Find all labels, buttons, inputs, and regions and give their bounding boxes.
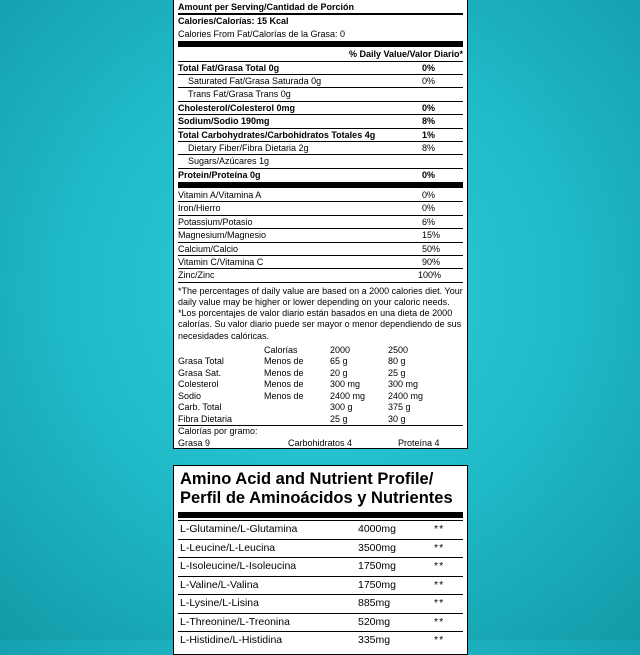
table-row	[178, 379, 463, 391]
nutrient-row-protein	[178, 169, 463, 181]
table-cell: Calorías	[264, 344, 298, 355]
amino-amount: 520mg	[358, 615, 391, 628]
table-cell: 65 g	[330, 356, 348, 367]
vitamin-row	[178, 202, 463, 215]
amino-title-spanish: Perfil de Aminoácidos y Nutrientes	[180, 489, 453, 507]
amino-row	[178, 631, 463, 650]
nutrient-row-sodium	[178, 115, 463, 128]
vitamin-label: Vitamin A/Vitamina A	[178, 190, 262, 201]
vitamin-label: Potassium/Potasio	[178, 216, 253, 227]
amino-name: L-Threonine/L-Treonina	[180, 615, 290, 628]
table-cell: 300 mg	[388, 379, 419, 390]
table-row	[178, 391, 463, 403]
nutrient-row-saturated-fat	[178, 75, 463, 88]
nutrient-pct: 0%	[422, 169, 436, 180]
vitamin-row	[178, 269, 463, 282]
table-cell: 2400 mg	[388, 390, 424, 401]
amino-name: L-Leucine/L-Leucina	[180, 541, 276, 554]
amino-acid-panel	[173, 465, 468, 655]
vitamin-row	[178, 243, 463, 256]
daily-values-table	[178, 345, 463, 426]
amino-row	[178, 594, 463, 613]
nutrient-row-total-fat	[178, 62, 463, 75]
per-gram-values	[178, 438, 463, 450]
table-cell: Grasa Total	[178, 356, 224, 367]
table-cell: Menos de	[264, 356, 304, 367]
nutrient-pct: 0%	[422, 102, 436, 113]
table-cell: 2500	[388, 344, 409, 355]
vitamin-pct: 90%	[422, 257, 441, 268]
per-gram-fat: Grasa 9	[178, 437, 211, 448]
table-cell: 2400 mg	[330, 390, 366, 401]
table-cell: 25 g	[388, 367, 406, 378]
vitamin-label: Iron/Hierro	[178, 203, 221, 214]
nutrient-label: Sugars/Azúcares 1g	[188, 156, 270, 167]
footnote-spanish: *Los porcentajes de valor diario están basados en una dieta de 2000 calorías. Su valor diario puede ser mayor o menor dependiendo de sus necesidades calóricas.	[178, 308, 462, 341]
amino-dv: **	[434, 597, 445, 609]
amino-dv: **	[434, 578, 445, 591]
nutrient-pct: 8%	[422, 142, 436, 153]
table-cell: Sodio	[178, 390, 202, 401]
per-gram-section	[178, 425, 463, 449]
nutrient-row-fiber	[178, 142, 463, 155]
nutrient-label: Saturated Fat/Grasa Saturada 0g	[188, 75, 322, 86]
table-row	[178, 402, 463, 414]
calories-from-fat: Calories From Fat/Calorías de la Grasa: 0	[178, 28, 346, 39]
nutrient-label: Protein/Proteína 0g	[178, 169, 261, 180]
vitamin-label: Magnesium/Magnesio	[178, 230, 267, 241]
vitamin-label: Vitamin C/Vitamina C	[178, 257, 264, 268]
table-row	[178, 368, 463, 380]
amino-dv: **	[434, 615, 445, 628]
table-cell: 300 g	[330, 402, 353, 413]
amino-name: L-Histidine/L-Histidina	[180, 634, 283, 646]
thick-divider	[178, 182, 463, 188]
nutrient-pct: 8%	[422, 116, 436, 127]
thick-divider	[178, 512, 463, 518]
amino-row	[178, 520, 463, 539]
amino-row	[178, 613, 463, 632]
table-header-row	[178, 345, 463, 357]
vitamin-row	[178, 189, 463, 202]
table-cell: 25 g	[330, 413, 348, 424]
vitamin-pct: 0%	[422, 203, 436, 214]
table-cell	[178, 345, 264, 357]
nutrient-label: Sodium/Sodio 190mg	[178, 116, 270, 127]
amino-amount: 3500mg	[358, 541, 396, 554]
amino-name: L-Isoleucine/L-Isoleucina	[180, 560, 297, 572]
amino-row	[178, 539, 463, 558]
amino-amount: 4000mg	[358, 523, 396, 535]
calories: Calories/Calorías: 15 Kcal	[178, 16, 289, 27]
amino-row	[178, 557, 463, 576]
nutrient-label: Total Fat/Grasa Total 0g	[178, 62, 280, 73]
vitamin-label: Zinc/Zinc	[178, 270, 215, 281]
vitamin-pct: 15%	[422, 230, 441, 241]
table-cell: 30 g	[388, 413, 406, 424]
nutrient-label: Dietary Fiber/Fibra Dietaria 2g	[188, 142, 309, 153]
amino-name: L-Valine/L-Valina	[180, 578, 259, 591]
amino-name: L-Glutamine/L-Glutamina	[180, 523, 298, 535]
table-cell: 300 mg	[330, 379, 361, 390]
table-cell	[264, 414, 330, 426]
nutrient-label: Trans Fat/Grasa Trans 0g	[188, 89, 291, 100]
table-cell: 80 g	[388, 356, 406, 367]
vitamin-label: Calcium/Calcio	[178, 243, 239, 254]
amino-amount: 1750mg	[358, 560, 396, 572]
per-gram-carb: Carbohidratos 4	[288, 437, 353, 448]
table-cell: 20 g	[330, 367, 348, 378]
table-cell: Grasa Sat.	[178, 367, 222, 378]
table-cell	[264, 402, 330, 414]
table-cell: Carb. Total	[178, 402, 222, 413]
vitamin-pct: 100%	[418, 270, 442, 281]
per-gram-label: Calorías por gramo:	[178, 426, 258, 437]
amino-amount: 335mg	[358, 634, 391, 646]
amino-amount: 885mg	[358, 597, 391, 609]
vitamin-row	[178, 229, 463, 242]
nutrient-pct: 0%	[422, 75, 436, 86]
nutrient-label: Total Carbohydrates/Carbohidratos Totales 4g	[178, 129, 376, 140]
serving-header: Amount per Serving/Cantidad de Porción	[178, 2, 355, 12]
nutrient-row-cholesterol	[178, 102, 463, 115]
table-cell: Menos de	[264, 367, 304, 378]
table-row	[178, 356, 463, 368]
amino-dv: **	[434, 560, 445, 572]
nutrient-pct: 0%	[422, 62, 436, 73]
table-cell: 2000	[330, 344, 351, 355]
amino-dv: **	[434, 523, 445, 535]
nutrient-row-sugars	[178, 155, 463, 168]
vitamin-row	[178, 216, 463, 229]
nutrient-label: Cholesterol/Colesterol 0mg	[178, 102, 296, 113]
amino-name: L-Lysine/L-Lisina	[180, 597, 259, 609]
amino-title-english: Amino Acid and Nutrient Profile/	[180, 470, 434, 488]
thick-divider	[178, 41, 463, 47]
amino-dv: **	[434, 634, 445, 646]
amino-title	[178, 466, 463, 512]
footnote-english: *The percentages of daily value are based on a 2000 calories diet. Your daily value may be higher or lower depending on your caloric needs.	[178, 285, 463, 308]
vitamin-pct: 0%	[422, 190, 436, 201]
nutrition-facts-panel	[173, 0, 468, 449]
table-cell: 375 g	[388, 402, 411, 413]
table-cell: Menos de	[264, 379, 304, 390]
table-cell: Menos de	[264, 390, 304, 401]
table-cell: Fibra Dietaria	[178, 413, 233, 424]
amino-row	[178, 576, 463, 595]
nutrient-row-total-carbs	[178, 129, 463, 142]
amino-dv: **	[434, 541, 445, 554]
per-gram-protein: Proteína 4	[398, 437, 440, 448]
amino-amount: 1750mg	[358, 578, 396, 591]
nutrient-pct: 1%	[422, 129, 436, 140]
nutrient-row-trans-fat	[178, 88, 463, 101]
table-row	[178, 414, 463, 426]
daily-value-header: % Daily Value/Valor Diario*	[178, 48, 463, 61]
vitamin-pct: 50%	[422, 243, 441, 254]
vitamin-list	[178, 189, 463, 283]
vitamin-pct: 6%	[422, 216, 436, 227]
vitamin-row	[178, 256, 463, 269]
table-cell: Colesterol	[178, 379, 219, 390]
